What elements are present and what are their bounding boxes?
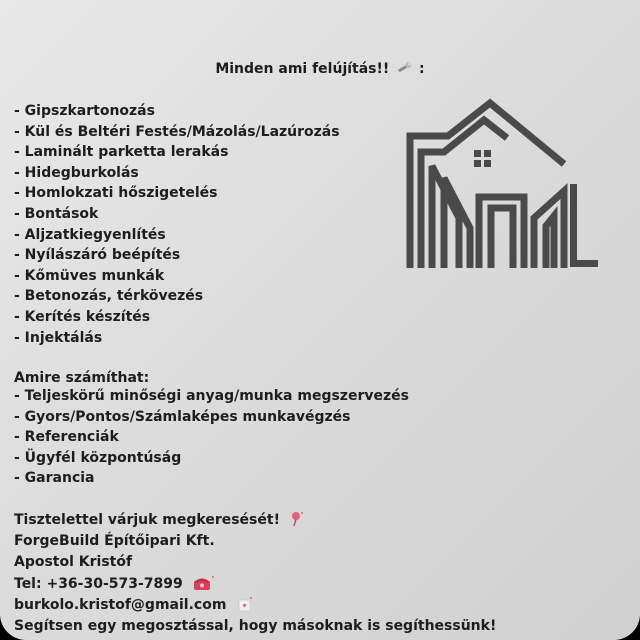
email-text: burkolo.kristof@gmail.com xyxy=(14,596,227,613)
list-item: - Laminált parketta lerakás xyxy=(14,144,229,161)
share-request: Segítsen egy megosztással, hogy másoknak is segíthessünk! xyxy=(14,617,497,634)
list-item: - Aljzatkiegyenlítés xyxy=(14,226,166,243)
pushpin-icon xyxy=(290,511,304,534)
phone-text: Tel: +36-30-573-7899 xyxy=(14,575,183,592)
list-item: - Kőmüves munkák xyxy=(14,267,165,284)
title-suffix: : xyxy=(419,61,425,77)
phone-line xyxy=(14,574,496,595)
list-item: - Kül és Beltéri Festés/Mázolás/Lazúrozás xyxy=(14,123,340,140)
services-list xyxy=(14,101,340,348)
greeting-line xyxy=(14,510,496,531)
contact-block xyxy=(14,510,496,637)
company-name: ForgeBuild Építőipari Kft. xyxy=(14,533,215,550)
list-item: - Nyílászáró beépítés xyxy=(14,247,181,264)
list-item: - Garancia xyxy=(14,470,95,487)
list-item: - Gyors/Pontos/Számlaképes munkavégzés xyxy=(14,408,351,425)
list-item: - Teljeskörű minőségi anyag/munka megszervezés xyxy=(14,388,409,404)
list-item: - Gipszkartonozás xyxy=(14,103,155,119)
list-item: - Injektálás xyxy=(14,329,103,346)
list-item: - Bontások xyxy=(14,205,99,222)
greeting-text: Tisztelettel várjuk megkeresését! xyxy=(14,512,280,528)
list-item: - Kerítés készítés xyxy=(14,308,151,325)
list-item: - Hidegburkolás xyxy=(14,164,139,181)
email-line xyxy=(14,595,496,616)
flyer-title xyxy=(0,61,640,77)
house-logo-icon xyxy=(404,98,600,268)
title-text: Minden ami felújítás!! xyxy=(215,61,390,77)
wrench-icon xyxy=(396,61,412,75)
contact-name: Apostol Kristóf xyxy=(14,554,133,571)
benefits-heading: Amire számíthat: xyxy=(14,370,150,386)
list-item: - Homlokzati hőszigetelés xyxy=(14,185,218,202)
list-item: - Ügyfél központúság xyxy=(14,449,182,466)
list-item: - Betonozás, térkövezés xyxy=(14,288,204,305)
benefits-list xyxy=(14,386,409,489)
list-item: - Referenciák xyxy=(14,429,119,446)
